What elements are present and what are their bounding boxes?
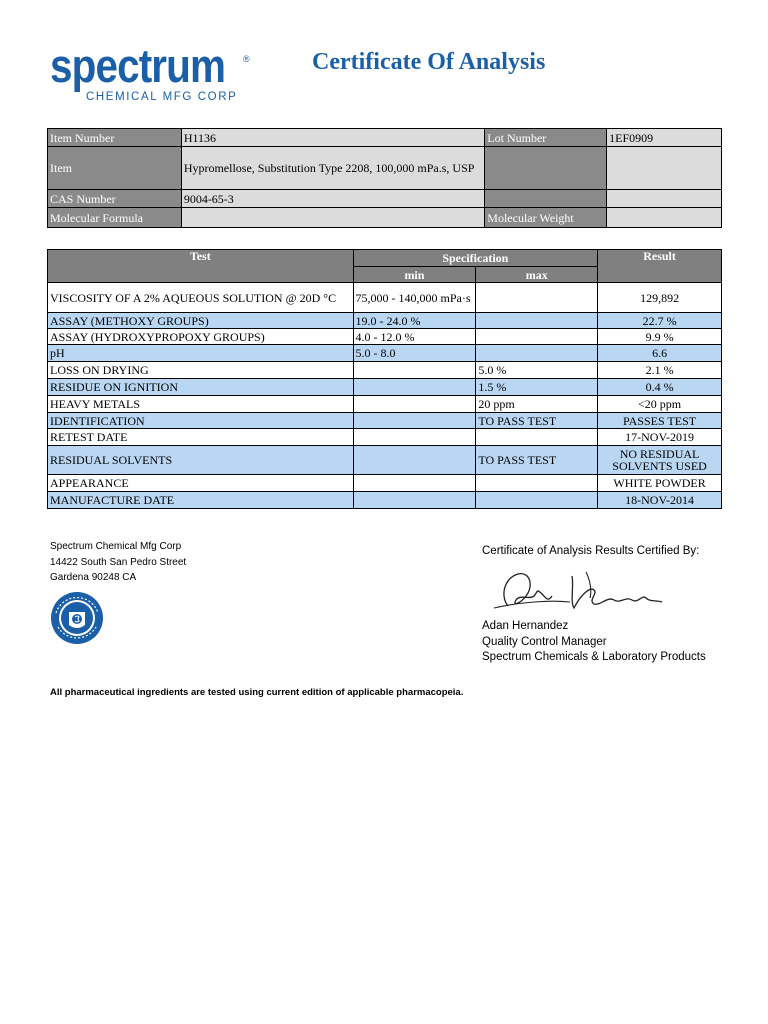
spec-max — [476, 313, 598, 329]
test-row — [48, 413, 722, 429]
test-row — [48, 362, 722, 379]
spec-min: 5.0 - 8.0 — [353, 345, 476, 362]
company-address — [50, 539, 186, 586]
test-row — [48, 396, 722, 413]
test-result: 9.9 % — [598, 329, 722, 345]
spec-min — [353, 446, 476, 475]
test-row — [48, 446, 722, 475]
test-name: ASSAY (METHOXY GROUPS) — [48, 313, 354, 329]
test-result: 18-NOV-2014 — [598, 492, 722, 509]
test-row — [48, 429, 722, 446]
info-row-item — [48, 147, 722, 190]
lot-number-value: 1EF0909 — [607, 129, 722, 147]
item-number-label: Item Number — [48, 129, 182, 147]
test-name: RESIDUAL SOLVENTS — [48, 446, 354, 475]
spec-max — [476, 475, 598, 492]
test-name: pH — [48, 345, 354, 362]
spec-max: 5.0 % — [476, 362, 598, 379]
lot-number-label: Lot Number — [485, 129, 607, 147]
spec-max: 20 ppm — [476, 396, 598, 413]
weight-label: Molecular Weight — [485, 208, 607, 228]
test-name: APPEARANCE — [48, 475, 354, 492]
item-label: Item — [48, 147, 182, 190]
test-result: 22.7 % — [598, 313, 722, 329]
test-row — [48, 313, 722, 329]
info-row-formula — [48, 208, 722, 228]
signer-title: Quality Control Manager — [482, 635, 607, 648]
test-name: LOSS ON DRYING — [48, 362, 354, 379]
signer-company: Spectrum Chemicals & Laboratory Products — [482, 651, 706, 663]
spec-max: 1.5 % — [476, 379, 598, 396]
item-info-table — [47, 128, 722, 228]
test-result: 2.1 % — [598, 362, 722, 379]
certified-by-label: Certificate of Analysis Results Certified By: — [482, 545, 700, 557]
test-result: NO RESIDUAL SOLVENTS USED — [598, 446, 722, 475]
test-result: 6.6 — [598, 345, 722, 362]
logo-wordmark: spectrum — [50, 39, 226, 92]
formula-label: Molecular Formula — [48, 208, 182, 228]
signature-icon — [490, 566, 665, 618]
iso-registered-badge-icon — [50, 591, 104, 645]
cas-spacer-label — [485, 190, 607, 208]
spec-min — [353, 492, 476, 509]
signer-block — [482, 619, 706, 666]
col-header-min: min — [353, 267, 476, 283]
test-name: VISCOSITY OF A 2% AQUEOUS SOLUTION @ 20D °C — [48, 283, 354, 313]
spec-min — [353, 379, 476, 396]
company-city: Gardena 90248 CA — [50, 572, 137, 583]
cas-value: 9004-65-3 — [181, 190, 484, 208]
test-results-table — [47, 249, 722, 509]
test-result: <20 ppm — [598, 396, 722, 413]
spec-min — [353, 475, 476, 492]
item-value: Hypromellose, Substitution Type 2208, 100,000 mPa.s, USP — [181, 147, 484, 190]
col-header-result: Result — [598, 250, 722, 283]
col-header-max: max — [476, 267, 598, 283]
formula-value — [181, 208, 484, 228]
test-name: RETEST DATE — [48, 429, 354, 446]
col-header-specification: Specification — [353, 250, 598, 267]
test-header-row — [48, 250, 722, 267]
signer-name: Adan Hernandez — [482, 620, 569, 632]
test-name: ASSAY (HYDROXYPROPOXY GROUPS) — [48, 329, 354, 345]
spec-min — [353, 429, 476, 446]
spec-min: 4.0 - 12.0 % — [353, 329, 476, 345]
test-name: HEAVY METALS — [48, 396, 354, 413]
item-spacer-value — [607, 147, 722, 190]
test-name: IDENTIFICATION — [48, 413, 354, 429]
test-name: RESIDUE ON IGNITION — [48, 379, 354, 396]
spec-max — [476, 329, 598, 345]
spec-min: 19.0 - 24.0 % — [353, 313, 476, 329]
spec-min: 75,000 - 140,000 mPa·s — [353, 283, 476, 313]
cas-spacer-value — [607, 190, 722, 208]
test-name: MANUFACTURE DATE — [48, 492, 354, 509]
weight-value — [607, 208, 722, 228]
test-row — [48, 329, 722, 345]
info-row-cas — [48, 190, 722, 208]
logo-registered-mark: ® — [243, 54, 250, 64]
test-row — [48, 283, 722, 313]
spec-min — [353, 413, 476, 429]
spec-min — [353, 396, 476, 413]
logo-subtitle: CHEMICAL MFG CORP — [86, 91, 238, 103]
test-result: PASSES TEST — [598, 413, 722, 429]
info-row-item-number — [48, 129, 722, 147]
spec-max — [476, 429, 598, 446]
spec-min — [353, 362, 476, 379]
spec-max — [476, 283, 598, 313]
test-row — [48, 379, 722, 396]
item-number-value: H1136 — [181, 129, 484, 147]
company-street: 14422 South San Pedro Street — [50, 556, 187, 568]
col-header-test: Test — [48, 250, 354, 283]
test-result: WHITE POWDER — [598, 475, 722, 492]
test-result: 0.4 % — [598, 379, 722, 396]
test-row — [48, 492, 722, 509]
test-result: 17-NOV-2019 — [598, 429, 722, 446]
spec-max: TO PASS TEST — [476, 446, 598, 475]
spec-max: TO PASS TEST — [476, 413, 598, 429]
company-logo — [50, 39, 260, 108]
test-row — [48, 345, 722, 362]
cas-label: CAS Number — [48, 190, 182, 208]
test-row — [48, 475, 722, 492]
item-spacer-label — [485, 147, 607, 190]
spec-max — [476, 345, 598, 362]
pharmacopeia-note: All pharmaceutical ingredients are tested using current edition of applicable pharmacopeia. — [50, 687, 464, 698]
spec-max — [476, 492, 598, 509]
test-result: 129,892 — [598, 283, 722, 313]
company-name: Spectrum Chemical Mfg Corp — [50, 541, 182, 552]
document-title: Certificate Of Analysis — [312, 49, 546, 75]
